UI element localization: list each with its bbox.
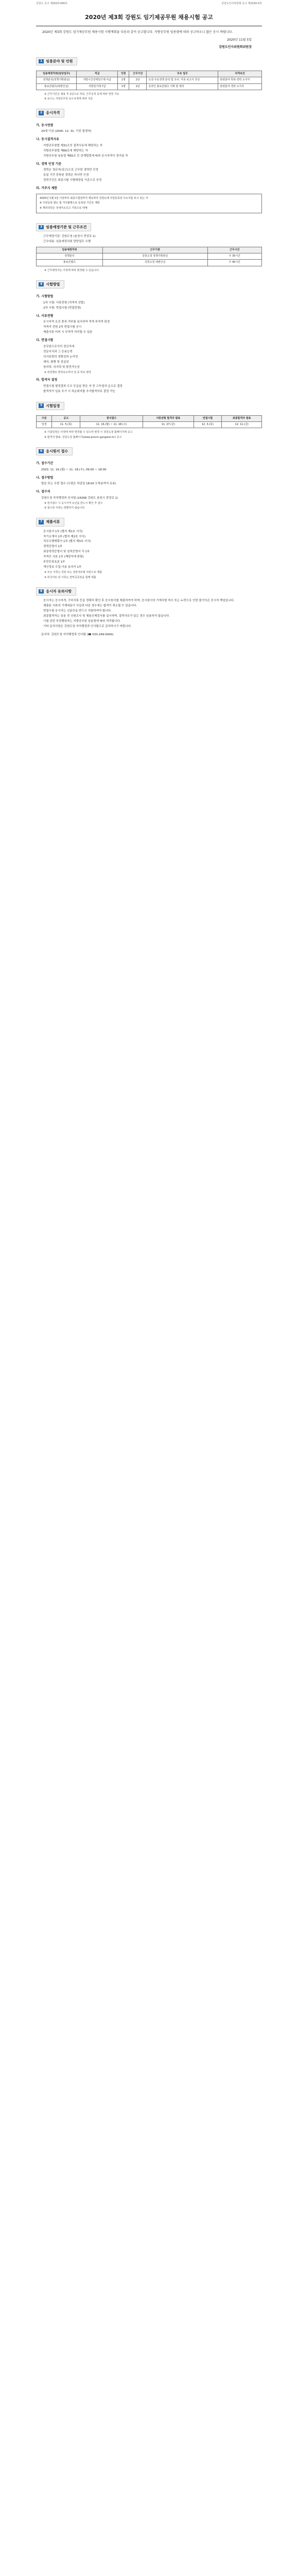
section-note: ※ 모든 서류는 원본 또는 원본대조필 사본으로 제출 bbox=[44, 571, 102, 574]
section-number: 2 bbox=[39, 111, 44, 115]
section-heading-2 bbox=[36, 109, 64, 117]
sub-heading: 나. 응시결격사유 bbox=[36, 138, 59, 142]
notice-number-left: 강원도 공고 제2020-000호 bbox=[36, 2, 68, 5]
residence-box bbox=[36, 194, 262, 213]
table-cell: 2년 bbox=[129, 83, 147, 90]
list-item: 지방공무원 임용령 제65조 등 관계법령에 따라 응시자격이 정지된 자 bbox=[43, 154, 128, 158]
table-header-cell: 근무시간 bbox=[207, 247, 261, 253]
sub-heading: 라. 거주지 제한 bbox=[36, 187, 58, 191]
table-cell: 도정 주요정책 분석 및 조사, 각종 보고서 작성 bbox=[147, 77, 218, 83]
list-item: 최종합격자는 임용 전 신원조사 및 채용신체검사를 실시하며, 결격사유가 있는 경우 임용하지 않습니다. bbox=[43, 614, 170, 618]
table-header-cell: 인원 bbox=[118, 71, 129, 77]
duty-table bbox=[36, 247, 262, 266]
section-heading-7 bbox=[36, 518, 64, 526]
list-item: 지방공무원법 제66조에 해당하는 자 bbox=[43, 149, 88, 152]
table-cell: 11. 5.(목) bbox=[52, 422, 80, 428]
section-heading-8 bbox=[36, 587, 76, 596]
section-heading-5 bbox=[36, 402, 64, 410]
table-header-cell: 근무기간 bbox=[129, 71, 147, 77]
section-number: 8 bbox=[39, 589, 44, 594]
list-item: 예의, 품행 및 성실성 bbox=[43, 360, 69, 364]
section-title: 제출서류 bbox=[46, 520, 60, 524]
section-title: 시험방법 bbox=[46, 282, 60, 286]
table-cell: 관련분야 경력 소지자 bbox=[218, 83, 262, 90]
paragraph: 2020. 11. 16.(월) ~ 11. 18.(수), 09:00 ~ 18:00 bbox=[41, 468, 107, 471]
issuing-organization: 강원도인사위원회위원장 bbox=[219, 45, 252, 49]
list-item: 경력기간은 최종시험 시행예정일 기준으로 산정 bbox=[43, 179, 102, 182]
section-note: ※ 외국어로 된 서류는 번역공증본을 함께 제출 bbox=[44, 575, 96, 579]
sub-heading: 가. 접수기간 bbox=[36, 461, 54, 465]
list-item: 창의력, 의지력 및 발전가능성 bbox=[43, 365, 80, 369]
header-meta bbox=[36, 2, 262, 8]
paragraph: 20세 이상 (2000. 12. 31. 이전 출생자) bbox=[41, 130, 92, 133]
sub-heading: 다. 면접시험 bbox=[36, 338, 54, 343]
table-row bbox=[37, 422, 262, 428]
table-header-row bbox=[37, 71, 262, 77]
list-item: 제출된 서류의 기재내용이 사실과 다른 경우에는 합격이 취소될 수 있습니다. bbox=[43, 604, 137, 607]
table-cell: 강원도청 대변인실 bbox=[102, 260, 207, 266]
list-item: 경력은 정규직(상근)으로 근무한 경력만 인정 bbox=[43, 168, 98, 172]
table-header-cell: 면접시험 bbox=[194, 415, 222, 421]
intro-paragraph: 2020년 제3회 강원도 임기제공무원 채용시험 시행계획을 다음과 같이 공고합니다. 지방공무원 임용령에 따라 공고하오니 많은 응시 바랍니다. bbox=[42, 30, 233, 34]
paragraph: 강원도청 자치행정과 인사팀 (24266 강원도 춘천시 중앙로 1) bbox=[41, 496, 118, 500]
section-note: ※ 시험일정은 사정에 따라 변경될 수 있으며 변경 시 강원도청 홈페이지에 공고 bbox=[44, 431, 133, 434]
section-heading-1 bbox=[36, 57, 77, 65]
table-header-cell: 주요 업무 bbox=[147, 71, 218, 77]
recruit-table bbox=[36, 71, 262, 90]
section-note: ※ 위원별로 평정요소마다 상·중·하로 평정 bbox=[44, 370, 92, 374]
section-title: 시험일정 bbox=[46, 403, 60, 408]
table-header-cell: 최종합격자 발표 bbox=[222, 415, 262, 421]
list-item: 기타 문의사항은 강원도청 자치행정과 인사팀으로 문의하시기 바랍니다. bbox=[43, 624, 132, 628]
section-title: 응시자 유의사항 bbox=[46, 589, 72, 594]
section-number: 5 bbox=[39, 403, 44, 408]
list-item: 동일 기간 중복된 경력은 하나만 인정 bbox=[43, 174, 89, 177]
notice-number-right: 강원도인사위원회 공고 제2020-0호 bbox=[221, 2, 262, 5]
table-cell: 1명 bbox=[118, 83, 129, 90]
list-item: 주민등록초본 1부 bbox=[43, 561, 65, 564]
section-note: ※ 근무기간은 채용 후 2년으로 하되, 근무실적 등에 따라 연장 가능 bbox=[44, 92, 119, 96]
list-item: 면접시험 평정결과 우수 등급을 받은 자 중 고득점자 순으로 결정 bbox=[43, 384, 122, 388]
section-heading-4 bbox=[36, 280, 64, 289]
list-item: 시험 관련 부정행위자는 지방공무원 임용령에 따라 처리합니다. bbox=[43, 619, 121, 623]
section-note: ※ 합격자 발표: 강원도청 홈페이지(www.provin.gangwon.kr) 공고 bbox=[44, 435, 122, 439]
sub-heading: 가. 응시연령 bbox=[36, 123, 54, 127]
table-cell: 주 35시간 bbox=[207, 253, 261, 260]
table-cell: 정책분석 bbox=[37, 253, 103, 260]
section-number: 4 bbox=[39, 282, 44, 287]
section-title: 임용분야 및 인원 bbox=[46, 59, 73, 63]
table-header-cell: 원서접수 bbox=[80, 415, 143, 421]
list-item: 개인정보 수집·이용 동의서 1부 bbox=[43, 566, 82, 569]
section-number: 3 bbox=[39, 225, 44, 230]
list-item: 경력증명서 1부 bbox=[43, 545, 63, 549]
list-item: 전문지식과 그 응용능력 bbox=[43, 350, 73, 353]
section-number: 7 bbox=[39, 520, 44, 524]
contact-info: 문의처: 강원도청 자치행정과 인사팀 (☎ 033-249-0000) bbox=[41, 633, 114, 636]
section-note: ※ 접수된 서류는 반환하지 않습니다. bbox=[44, 506, 85, 510]
table-header-cell: 임용예정직위 bbox=[37, 247, 103, 253]
sub-heading: 다. 경력 인정 기준 bbox=[36, 162, 62, 166]
list-item: 제출서류 미비 시 부적격 처리될 수 있음 bbox=[43, 331, 93, 334]
table-row bbox=[37, 83, 262, 90]
box-note: ※ 재외국민은 국내거소신고 기록으로 대체 bbox=[40, 206, 87, 210]
sub-heading: 나. 접수방법 bbox=[36, 476, 54, 480]
list-item: 응시자격 요건 충족 여부를 심사하여 적격·부적격 판정 bbox=[43, 320, 110, 324]
list-item: 자기소개서 1부 (별지 제2호 서식) bbox=[43, 535, 86, 538]
table-row bbox=[37, 260, 262, 266]
table-header-cell: 공고 bbox=[52, 415, 80, 421]
table-cell: 12. 11.(금) bbox=[222, 422, 262, 428]
section-heading-6 bbox=[36, 447, 73, 455]
table-cell: 1명 bbox=[118, 77, 129, 83]
sub-heading: 나. 서류전형 bbox=[36, 314, 54, 318]
table-header-row bbox=[37, 247, 262, 253]
list-item: 응시자는 응시자격, 구비서류 등을 정확히 확인 후 응시원서를 제출하여야 하며, 응시원서의 기재사항 착오 또는 누락으로 인한 불이익은 응시자 책임입니다. bbox=[43, 599, 235, 602]
section-heading-3 bbox=[36, 223, 91, 231]
table-cell: 11. 16.(월) ~ 11. 18.(수) bbox=[80, 422, 143, 428]
table-cell: 온라인 홍보콘텐츠 기획 및 제작 bbox=[147, 83, 218, 90]
sub-heading: 다. 접수처 bbox=[36, 490, 50, 494]
sub-heading: 가. 시험방법 bbox=[36, 295, 54, 299]
table-row bbox=[37, 77, 262, 83]
table-header-row bbox=[37, 415, 262, 421]
box-note: ※ 주민등록 말소 및 거주불명으로 등록된 기간은 제외 bbox=[40, 201, 100, 205]
table-cell: 관련분야 학위·경력 소지자 bbox=[218, 77, 262, 83]
notice-date: 2020년 11월 5일 bbox=[227, 38, 252, 42]
table-cell: 강원도청 정책기획관실 bbox=[102, 253, 207, 260]
list-item: 지방공무원법 제31조의 결격사유에 해당하는 자 bbox=[43, 144, 102, 147]
section-note: ※ 보수는 지방공무원 보수규정에 따라 지급 bbox=[44, 97, 93, 101]
list-item: 적격자 전원 2차 면접시험 응시 bbox=[43, 326, 82, 329]
list-item: 면접시험 응시자는 신분증을 반드시 지참하여야 합니다. bbox=[43, 609, 112, 613]
sub-heading: 라. 합격자 결정 bbox=[36, 378, 58, 382]
section-note: ※ 근무예정지는 사정에 따라 변경될 수 있습니다. bbox=[44, 268, 100, 272]
table-header-cell: 임용예정직위(담당업무) bbox=[37, 71, 77, 77]
page-title: 2020년 제3회 강원도 임기제공무원 채용시험 공고 bbox=[36, 8, 262, 26]
table-cell: 12. 3.(목) bbox=[194, 422, 222, 428]
table-row bbox=[37, 253, 262, 260]
table-header-cell: 서류전형 합격자 발표 bbox=[143, 415, 194, 421]
list-item: 근무예정기관: 강원도청 (춘천시 중앙로 1) bbox=[43, 234, 96, 238]
table-cell: 홍보콘텐츠(대변인실) bbox=[37, 83, 77, 90]
table-cell: 정책분석(정책기획관실) bbox=[37, 77, 77, 83]
section-number: 1 bbox=[39, 59, 44, 64]
paragraph: 방문 또는 우편 접수 (우편은 마감일 18:00 도착분까지 유효) bbox=[41, 482, 116, 486]
table-header-cell: 구분 bbox=[37, 415, 52, 421]
list-item: 근무내용: 임용예정직위 담당업무 수행 bbox=[43, 240, 91, 243]
list-item: 자격증 사본 1부 (해당자에 한함) bbox=[43, 555, 84, 559]
table-cell: 홍보콘텐츠 bbox=[37, 260, 103, 266]
list-item: 의사표현의 정확성과 논리성 bbox=[43, 355, 78, 359]
list-item: 최종학력증명서 및 성적증명서 각 1부 bbox=[43, 550, 90, 554]
table-header-cell: 자격요건 bbox=[218, 71, 262, 77]
box-text: 2020년 1월 1일 이전부터 최종시험일까지 계속하여 강원도에 주민등록상 주소지를 두고 있는 자 bbox=[40, 197, 148, 200]
table-cell: 주 40시간 bbox=[207, 260, 261, 266]
table-header-cell: 근무기관 bbox=[102, 247, 207, 253]
table-cell: 지방임기제 7급 bbox=[77, 83, 118, 90]
list-item: 합격자가 임용 포기 시 차순위자를 추가합격자로 결정 가능 bbox=[43, 389, 115, 393]
list-item: 2차 시험: 면접시험 (면접전형) bbox=[43, 306, 81, 310]
table-cell: 지방시간선택임기제 나급 bbox=[77, 77, 118, 83]
table-header-cell: 직급 bbox=[77, 71, 118, 77]
list-item: 응시원서 1부 (별지 제1호 서식) bbox=[43, 530, 83, 533]
schedule-table bbox=[36, 415, 262, 429]
section-title: 임용예정기관 및 근무조건 bbox=[46, 225, 87, 229]
section-title: 응시자격 bbox=[46, 111, 60, 115]
table-cell: 2년 bbox=[129, 77, 147, 83]
section-number: 6 bbox=[39, 449, 44, 454]
list-item: 직무수행계획서 1부 (별지 제3호 서식) bbox=[43, 540, 91, 544]
list-item: 1차 시험: 서류전형 (적격자 선발) bbox=[43, 301, 85, 304]
list-item: 공무원으로서의 정신자세 bbox=[43, 345, 75, 348]
table-cell: 일정 bbox=[37, 422, 52, 428]
table-cell: 11. 27.(금) bbox=[143, 422, 194, 428]
section-note: ※ 원서접수 시 응시자격 요건을 반드시 확인 후 접수 bbox=[44, 501, 103, 505]
section-title: 응시원서 접수 bbox=[46, 449, 68, 453]
